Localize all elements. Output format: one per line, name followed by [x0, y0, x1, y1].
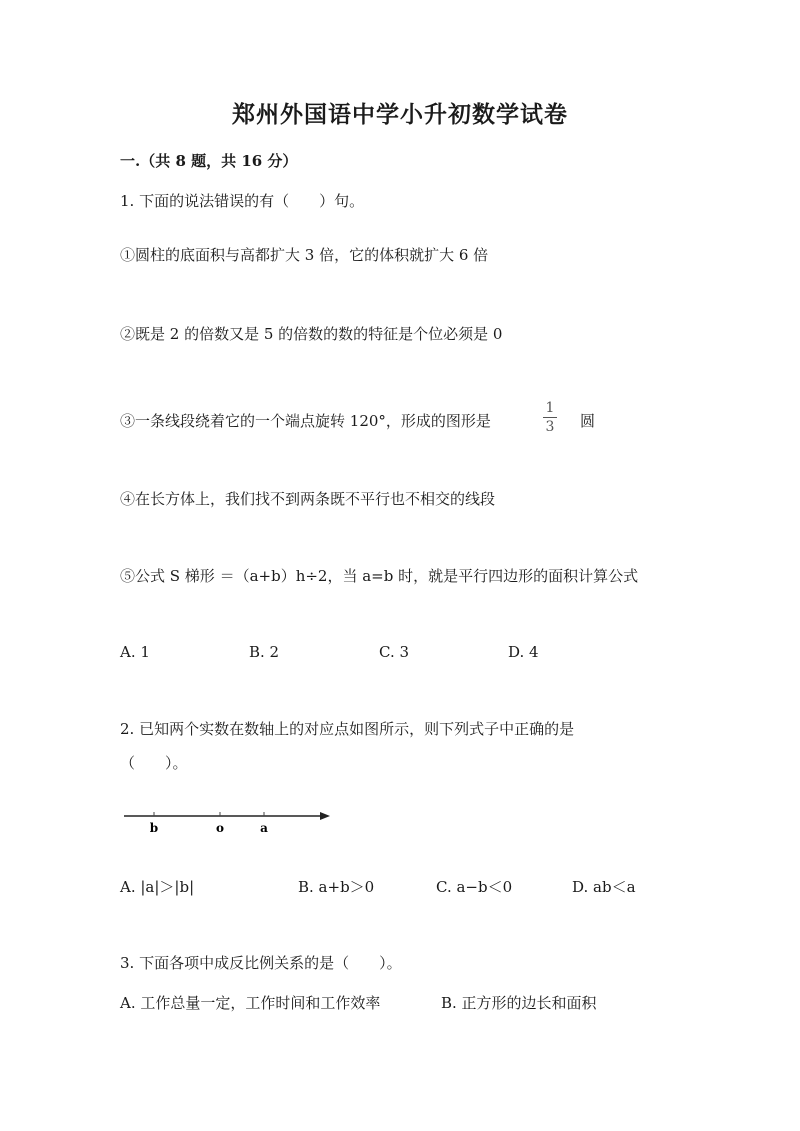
question-1-statement-2: ②既是 2 的倍数又是 5 的倍数的数的特征是个位必须是 0: [120, 325, 503, 343]
question-2-option-c[interactable]: C. a−b＜0: [436, 878, 513, 896]
question-1-option-b[interactable]: B. 2: [249, 643, 280, 661]
question-2-stem-continued: （ ）。: [120, 754, 188, 772]
number-line-arrow: [320, 812, 330, 820]
question-1-statement-5: ⑤公式 S 梯形 ＝（a+b）h÷2，当 a=b 时，就是平行四边形的面积计算公式: [120, 567, 639, 585]
number-line-label-a: a: [260, 821, 268, 835]
question-1-option-a[interactable]: A. 1: [120, 643, 150, 661]
question-2-option-d[interactable]: D. ab＜a: [572, 878, 636, 896]
fraction-denominator: 3: [545, 419, 555, 435]
question-3-option-a[interactable]: A. 工作总量一定，工作时间和工作效率: [120, 994, 381, 1012]
fraction-bar: [543, 417, 557, 418]
question-3-option-b[interactable]: B. 正方形的边长和面积: [441, 994, 597, 1012]
fraction-numerator: 1: [545, 400, 555, 416]
question-1-statement-3: ③一条线段绕着它的一个端点旋转 120°，形成的图形是: [120, 412, 491, 430]
question-2-stem: 2. 已知两个实数在数轴上的对应点如图所示，则下列式子中正确的是: [120, 720, 575, 738]
number-line-label-b: b: [149, 821, 159, 835]
section-title: 一.（共 8 题，共 16 分）: [120, 152, 298, 170]
question-3-stem: 3. 下面各项中成反比例关系的是（ ）。: [120, 954, 402, 972]
question-1-statement-1: ①圆柱的底面积与高都扩大 3 倍，它的体积就扩大 6 倍: [120, 246, 489, 264]
question-2-option-b[interactable]: B. a+b＞0: [298, 878, 375, 896]
question-1-option-c[interactable]: C. 3: [379, 643, 410, 661]
question-1-stem: 1. 下面的说法错误的有（ ）句。: [120, 192, 365, 210]
number-line-figure: [118, 805, 338, 839]
question-2-option-a[interactable]: A. |a|＞|b|: [120, 878, 195, 896]
number-line-label-o: o: [215, 821, 225, 835]
question-1-statement-3-end: 圆: [580, 412, 596, 430]
page-title: 郑州外国语中学小升初数学试卷: [232, 101, 568, 128]
question-1-option-d[interactable]: D. 4: [508, 643, 539, 661]
question-1-statement-4: ④在长方体上，我们找不到两条既不平行也不相交的线段: [120, 490, 496, 508]
fraction-one-third: [541, 400, 559, 435]
